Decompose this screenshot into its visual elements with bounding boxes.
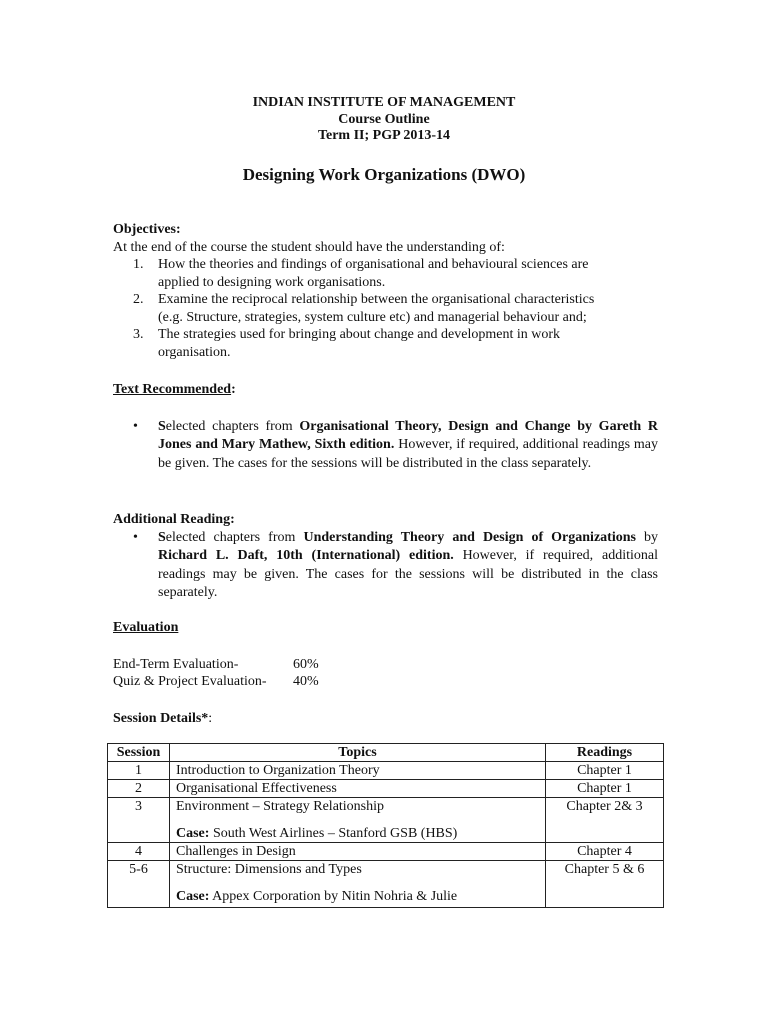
evaluation-section [113,619,658,691]
objectives-heading: Objectives: [113,222,181,237]
initial-letter: S [158,529,166,545]
bullet-icon: • [133,529,138,545]
text-recommended-heading-text: Text Recommended [113,382,232,397]
evaluation-row [113,656,658,674]
course-outline-label: Course Outline [338,111,430,127]
reading-cell: Chapter 2& 3 [546,798,664,843]
heading-colon: : [231,382,236,397]
heading-colon: : [208,711,213,726]
table-row [108,843,664,861]
reading-cell: Chapter 1 [546,780,664,798]
additional-reading-heading: Additional Reading: [113,512,235,527]
text-recommended-list [113,418,658,474]
session-cell: 3 [108,798,170,843]
course-title: Designing Work Organizations (DWO) [242,165,526,184]
session-cell: 5-6 [108,861,170,908]
reading-cell: Chapter 1 [546,762,664,780]
book-title: Organisational Theory, Design and Change by Gareth R Jones and Mary Mathew, Sixth edition. [158,418,658,452]
evaluation-table [113,656,658,691]
list-item [113,326,658,361]
book-author: Richard L. Daft, 10th (International) edition. [158,548,454,563]
case-line [176,888,539,905]
text-segment: However, if required, additional readings may be given. The cases for the sessions will be distributed in the class separately. [158,437,658,471]
institute-name: INDIAN INSTITUTE OF MANAGEMENT [252,95,516,110]
session-table [107,743,664,908]
topic-cell: Organisational Effectiveness [170,780,546,798]
table-row [108,762,664,780]
case-label: Case: [176,889,210,904]
column-header: Readings [546,744,664,762]
initial-letter: S [158,418,166,434]
table-row [108,780,664,798]
case-label: Case: [176,826,210,841]
session-cell: 4 [108,843,170,861]
text-segment: by [635,529,659,545]
list-item-line: (e.g. Structure, strategies, system culture etc) and managerial behaviour and; [158,309,587,325]
term-label: Term II; PGP 2013-14 [317,128,451,143]
list-number: 2. [133,292,144,307]
list-item [113,291,658,326]
topic-text: Structure: Dimensions and Types [176,862,362,877]
evaluation-row [113,673,658,691]
evaluation-label: Quiz & Project Evaluation- [113,674,267,689]
objectives-list [113,256,658,361]
additional-reading-section [113,511,658,603]
column-header: Topics [170,744,546,762]
evaluation-value: 40% [293,674,319,689]
topic-cell: Introduction to Organization Theory [170,762,546,780]
book-title: Understanding Theory and Design of Organizations [303,529,636,545]
list-number: 3. [133,327,144,342]
evaluation-label: End-Term Evaluation- [113,656,239,672]
list-item [113,529,658,603]
list-item [113,256,658,291]
case-line [176,825,539,842]
list-item-line: How the theories and findings of organisational and behavioural sciences are [158,257,589,272]
evaluation-value: 60% [293,656,319,672]
case-text: South West Airlines – Stanford GSB (HBS) [209,826,458,841]
document-header [0,95,768,145]
list-item-line: organisation. [158,344,231,360]
table-header-row [108,744,664,762]
additional-reading-list [113,529,658,603]
session-details-heading: Session Details* [113,711,209,726]
bullet-icon: • [133,418,138,434]
text-segment: However, if required, additional readings may be given. The cases for the sessions will be distributed in the class separately. [158,548,658,600]
list-item-line: applied to designing work organisations. [158,274,386,290]
list-item [113,418,658,474]
evaluation-heading: Evaluation [113,620,179,635]
list-item-line: Examine the reciprocal relationship between the organisational characteristics [158,292,595,307]
session-cell: 1 [108,762,170,780]
objectives-intro: At the end of the course the student should have the understanding of: [113,239,505,255]
reading-cell: Chapter 4 [546,843,664,861]
column-header: Session [108,744,170,762]
objectives-section [113,221,658,361]
session-details-section [113,710,658,728]
text-recommended-heading [113,381,658,399]
table-row [108,861,664,908]
list-item-line: The strategies used for bringing about change and development in work [158,327,560,342]
topic-cell [170,861,546,908]
list-number: 1. [133,257,144,272]
session-cell: 2 [108,780,170,798]
table-row [108,798,664,843]
text-segment: elected chapters from [165,418,300,434]
topic-cell: Challenges in Design [170,843,546,861]
topic-text: Environment – Strategy Relationship [176,799,385,814]
text-recommended-section [113,381,658,473]
reading-cell: Chapter 5 & 6 [546,861,664,908]
text-segment: elected chapters from [165,529,304,545]
case-text: Appex Corporation by Nitin Nohria & Julie [209,889,458,904]
topic-cell [170,798,546,843]
